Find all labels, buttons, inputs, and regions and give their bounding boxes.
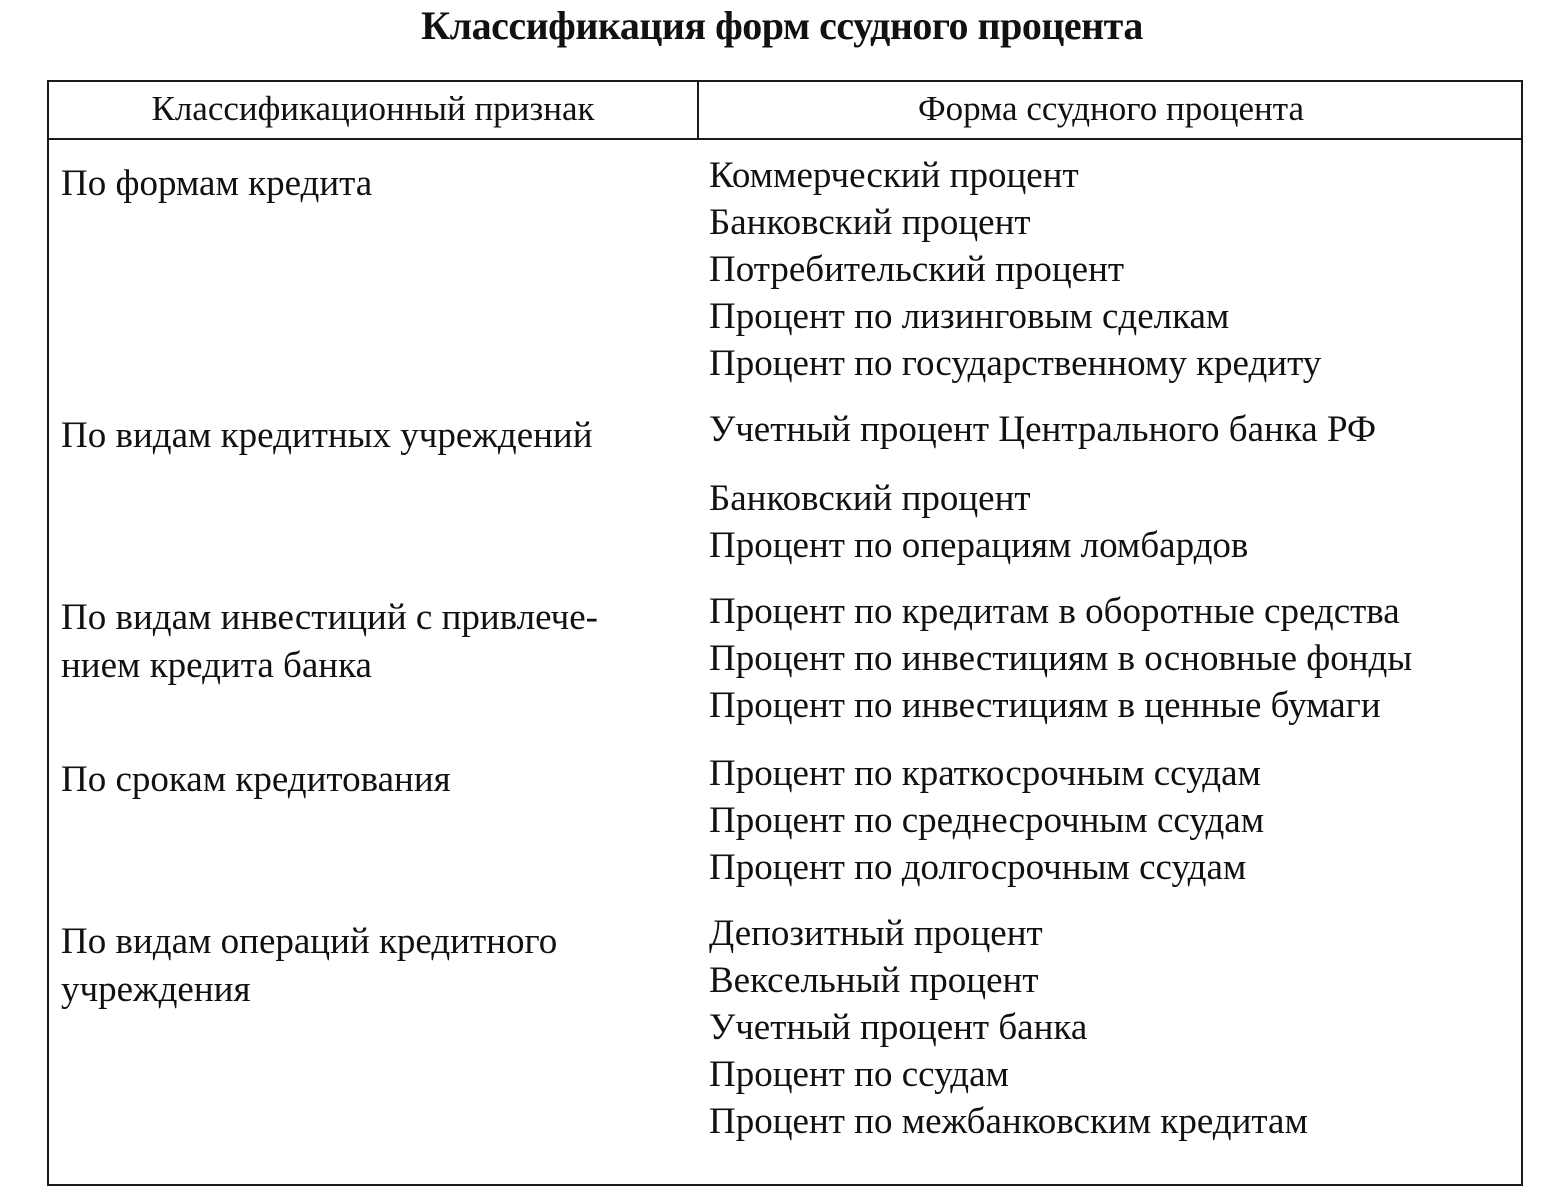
form-item: Банковский процент <box>709 202 1031 243</box>
forms-cell <box>709 910 1519 1145</box>
forms-cell <box>709 406 1519 569</box>
form-item: Вексельный процент <box>709 960 1039 1001</box>
form-item: Коммерческий процент <box>709 155 1079 196</box>
criterion-cell: По видам инвестиций с привлече- нием кредита банка <box>61 597 598 686</box>
criterion-cell: По видам кредитных учреждений <box>61 415 593 456</box>
form-item: Процент по государственному кредиту <box>709 343 1322 384</box>
table-header-row <box>49 82 1521 140</box>
classification-table <box>47 80 1523 1186</box>
form-item: Процент по кредитам в оборотные средства <box>709 591 1400 632</box>
form-item: Учетный процент банка <box>709 1007 1088 1048</box>
form-item: Депозитный процент <box>709 913 1043 954</box>
forms-cell <box>709 152 1519 387</box>
forms-cell <box>709 588 1519 729</box>
form-item: Процент по среднесрочным ссудам <box>709 800 1265 841</box>
form-item: Процент по операциям ломбардов <box>709 525 1249 566</box>
criterion-cell: По срокам кредитования <box>61 759 451 800</box>
form-item: Процент по долгосрочным ссудам <box>709 847 1247 888</box>
column-header-criterion: Классификационный признак <box>151 89 595 128</box>
criterion-cell: По видам операций кредитного учреждения <box>61 921 558 1010</box>
criterion-cell: По формам кредита <box>61 163 373 204</box>
form-item: Процент по лизинговым сделкам <box>709 296 1230 337</box>
form-item: Потребительский процент <box>709 249 1125 290</box>
form-item: Процент по краткосрочным ссудам <box>709 753 1261 794</box>
form-item: Процент по инвестициям в ценные бумаги <box>709 685 1381 726</box>
form-item: Процент по инвестициям в основные фонды <box>709 638 1413 679</box>
form-item: Процент по ссудам <box>709 1054 1009 1095</box>
page-title: Классификация форм ссудного процента <box>421 3 1143 48</box>
form-item: Учетный процент Центрального банка РФ <box>709 409 1377 450</box>
column-header-form: Форма ссудного процента <box>918 89 1304 128</box>
form-item: Процент по межбанковским кредитам <box>709 1101 1308 1142</box>
forms-cell <box>709 750 1519 891</box>
form-item: Банковский процент <box>709 478 1031 519</box>
